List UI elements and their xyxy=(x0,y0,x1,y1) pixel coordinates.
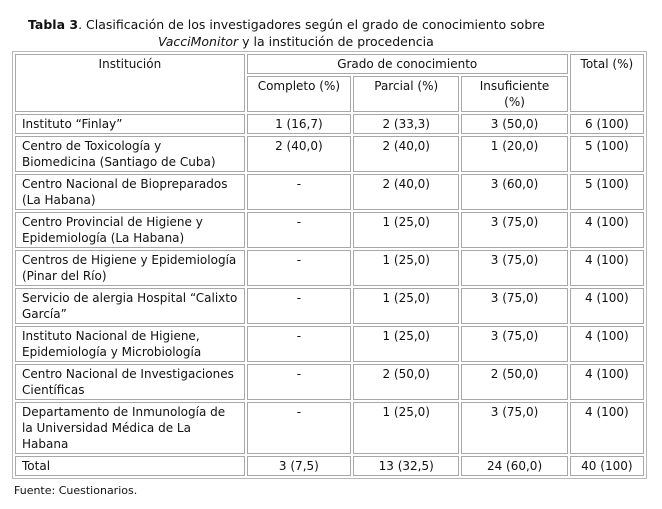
cell-parcial: 2 (40,0) xyxy=(353,136,459,172)
cell-insuficiente: 3 (75,0) xyxy=(461,250,567,286)
table-row xyxy=(15,212,644,248)
cell-institucion: Instituto Nacional de Higiene, Epidemiología y Microbiología xyxy=(15,326,245,362)
cell-institucion: Servicio de alergia Hospital “Calixto García” xyxy=(15,288,245,324)
table-footnote: Fuente: Cuestionarios. xyxy=(14,484,138,497)
header-parcial: Parcial (%) xyxy=(353,76,459,112)
caption-text-end: y la institución de procedencia xyxy=(238,34,434,49)
cell-total: 5 (100) xyxy=(570,136,644,172)
cell-completo: 1 (16,7) xyxy=(247,114,351,134)
table-row xyxy=(15,114,644,134)
cell-completo: - xyxy=(247,402,351,454)
caption-italic-term: VacciMonitor xyxy=(158,34,239,49)
cell-parcial: 1 (25,0) xyxy=(353,212,459,248)
header-completo: Completo (%) xyxy=(247,76,351,112)
cell-institucion: Centro Nacional de Biopreparados (La Habana) xyxy=(15,174,245,210)
cell-total: 4 (100) xyxy=(570,364,644,400)
cell-insuficiente: 2 (50,0) xyxy=(461,364,567,400)
cell-total: 4 (100) xyxy=(570,250,644,286)
cell-insuficiente: 1 (20,0) xyxy=(461,136,567,172)
cell-parcial: 2 (50,0) xyxy=(353,364,459,400)
cell-completo: - xyxy=(247,364,351,400)
cell-institucion: Centro Provincial de Higiene y Epidemiología (La Habana) xyxy=(15,212,245,248)
cell-total: 4 (100) xyxy=(570,402,644,454)
header-insuficiente: Insuficiente (%) xyxy=(461,76,567,112)
cell-parcial: 2 (40,0) xyxy=(353,174,459,210)
cell-total: 40 (100) xyxy=(570,456,644,476)
cell-institucion: Centro de Toxicología y Biomedicina (Santiago de Cuba) xyxy=(15,136,245,172)
cell-completo: - xyxy=(247,174,351,210)
caption-text-start: . Clasificación de los investigadores según el grado de conocimiento sobre xyxy=(78,17,545,32)
cell-completo: - xyxy=(247,288,351,324)
cell-insuficiente: 3 (60,0) xyxy=(461,174,567,210)
table-row xyxy=(15,250,644,286)
cell-insuficiente: 3 (75,0) xyxy=(461,402,567,454)
cell-parcial: 1 (25,0) xyxy=(353,250,459,286)
cell-total: 4 (100) xyxy=(570,212,644,248)
cell-institucion: Centro Nacional de Investigaciones Científicas xyxy=(15,364,245,400)
cell-completo: 2 (40,0) xyxy=(247,136,351,172)
header-row-1 xyxy=(15,54,644,74)
cell-parcial: 2 (33,3) xyxy=(353,114,459,134)
table-row xyxy=(15,402,644,454)
cell-total: 6 (100) xyxy=(570,114,644,134)
cell-total: 4 (100) xyxy=(570,326,644,362)
cell-insuficiente: 3 (50,0) xyxy=(461,114,567,134)
header-institucion: Institución xyxy=(15,54,245,112)
cell-parcial: 1 (25,0) xyxy=(353,288,459,324)
caption-label: Tabla 3 xyxy=(28,17,79,32)
cell-parcial: 1 (25,0) xyxy=(353,402,459,454)
header-grado: Grado de conocimiento xyxy=(247,54,568,74)
cell-institucion: Centros de Higiene y Epidemiología (Pinar del Río) xyxy=(15,250,245,286)
cell-total: 5 (100) xyxy=(570,174,644,210)
table-row xyxy=(15,456,644,476)
cell-completo: - xyxy=(247,326,351,362)
header-total: Total (%) xyxy=(570,54,644,112)
cell-total: 4 (100) xyxy=(570,288,644,324)
cell-completo: - xyxy=(247,250,351,286)
cell-parcial: 13 (32,5) xyxy=(353,456,459,476)
cell-institucion: Total xyxy=(15,456,245,476)
cell-institucion: Departamento de Inmunología de la Universidad Médica de La Habana xyxy=(15,402,245,454)
table-caption xyxy=(28,16,638,50)
table-body xyxy=(15,114,644,476)
table-row xyxy=(15,174,644,210)
table-row xyxy=(15,364,644,400)
caption-line-2 xyxy=(28,33,638,50)
cell-parcial: 1 (25,0) xyxy=(353,326,459,362)
cell-institucion: Instituto “Finlay” xyxy=(15,114,245,134)
cell-insuficiente: 24 (60,0) xyxy=(461,456,567,476)
table-row xyxy=(15,326,644,362)
cell-insuficiente: 3 (75,0) xyxy=(461,326,567,362)
cell-completo: 3 (7,5) xyxy=(247,456,351,476)
table-row xyxy=(15,288,644,324)
table-row xyxy=(15,136,644,172)
cell-insuficiente: 3 (75,0) xyxy=(461,212,567,248)
data-table xyxy=(12,51,647,479)
cell-insuficiente: 3 (75,0) xyxy=(461,288,567,324)
cell-completo: - xyxy=(247,212,351,248)
